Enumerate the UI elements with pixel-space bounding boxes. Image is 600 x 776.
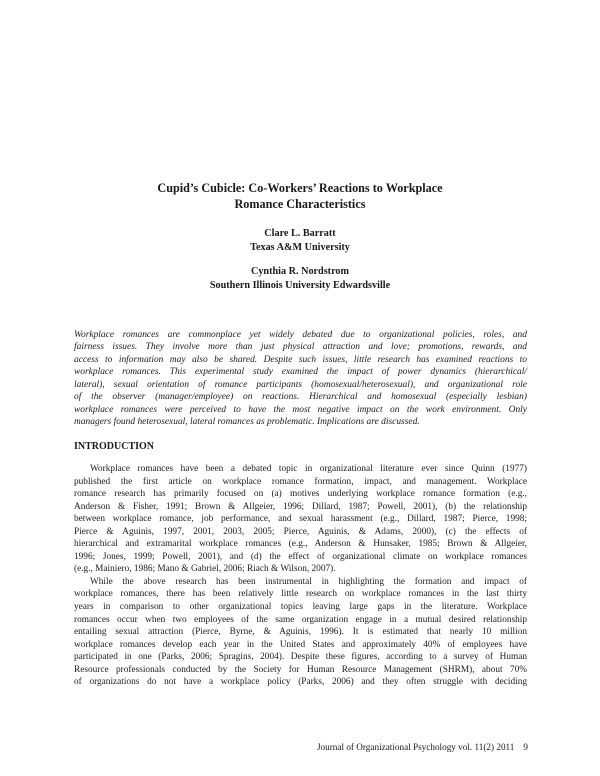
title-line: Romance Characteristics <box>234 197 366 211</box>
body-line: hierarchical and extramarital workplace romances (e.g., Anderson & Hunsaker, 1985; Brown & Allgeier, <box>74 539 527 550</box>
body-line: Pierce & Aguinis, 1997, 2001, 2003, 2005; Pierce, Aguinis, & Adams, 2000), (c) the effects of <box>74 526 527 537</box>
body-line: between workplace romance, job performance, and sexual harassment (e.g., Dillard, 1987; Pierce, 1998; <box>74 514 527 525</box>
abstract-line: lateral), sexual orientation of romance participants (homosexual/heterosexual), and organizational role <box>74 379 527 390</box>
body-line: entailing sexual attraction (Pierce, Byrne, & Aguinis, 1996). It is estimated that nearly 10 million <box>74 627 527 638</box>
abstract-line: Workplace romances are commonplace yet widely debated due to organizational policies, roles, and <box>74 330 527 340</box>
body-line: 1996; Jones, 1999; Powell, 2001), and (d) the effect of organizational climate on workplace romances <box>74 551 527 562</box>
abstract-line: workplace romances. This experimental study examined the impact of power dynamics (hierarchical/ <box>74 367 527 378</box>
body-line: (e.g., Mainiero, 1986; Mano & Gabriel, 2006; Riach & Wilson, 2007). <box>74 564 336 575</box>
body-line: workplace romances, there has been relatively little research on workplace romances in the last thirty <box>74 589 527 600</box>
body-line: of organizations do not have a workplace policy (Parks, 2006) and they often struggle with deciding <box>74 677 527 688</box>
page-number: 9 <box>523 742 528 752</box>
page-footer <box>317 741 528 753</box>
body-line: years in comparison to other organizational topics leaving large gaps in the literature. Workplace <box>74 602 527 613</box>
abstract-line: fairness issues. They involve more than just physical attraction and love; promotions, rewards, and <box>74 342 527 353</box>
abstract-line: access to information may also be shared. Despite such issues, little research has examined reactions to <box>74 354 527 365</box>
body-line: romances occur when two employees of the same organization engage in a mutual desired relationship <box>74 614 527 625</box>
author-name: Clare L. Barratt <box>264 228 336 239</box>
abstract <box>74 329 527 429</box>
section-heading: INTRODUCTION <box>74 441 155 452</box>
body-line: workplace romances develop each year in the United States and approximately 40% of employees have <box>74 639 527 650</box>
body-line: published the first article on workplace romance formation, impact, and management. Workplace <box>74 476 527 487</box>
abstract-line: workplace romances were perceived to have the most negative impact on the work environment. Only <box>74 404 527 415</box>
author-block <box>90 265 510 293</box>
author-name: Cynthia R. Nordstrom <box>250 266 349 277</box>
body-line: participated in one (Parks, 2006; Spragins, 2004). Despite these figures, according to a survey of Human <box>74 652 527 663</box>
body-line: While the above research has been instrumental in highlighting the formation and impact of <box>90 576 527 587</box>
paper-title <box>90 180 510 212</box>
body-text <box>74 463 527 689</box>
body-line: Workplace romances have been a debated topic in organizational literature ever since Quinn (1977) <box>90 464 527 474</box>
title-line: Cupid’s Cubicle: Co-Workers’ Reactions to Workplace <box>157 181 443 195</box>
body-line: Resource professionals conducted by the Society for Human Resource Management (SHRM), about 70% <box>74 664 527 675</box>
author-block <box>90 227 510 255</box>
abstract-line: managers found heterosexual, lateral romances as problematic. Implications are discussed. <box>74 417 420 428</box>
body-line: romance research has primarily focused on (a) motives underlying workplace romance formation (e.g., <box>74 489 527 500</box>
journal-citation: Journal of Organizational Psychology vol. 11(2) 2011 <box>316 742 515 752</box>
body-line: Anderson & Fisher, 1991; Brown & Allgeier, 1996; Dillard, 1987; Powell, 2001), (b) the relationship <box>74 501 527 512</box>
author-affiliation: Southern Illinois University Edwardsville <box>209 280 391 291</box>
abstract-line: of the observer (manager/employee) on reactions. Hierarchical and homosexual (especially lesbian) <box>74 392 527 403</box>
author-affiliation: Texas A&M University <box>250 242 350 253</box>
